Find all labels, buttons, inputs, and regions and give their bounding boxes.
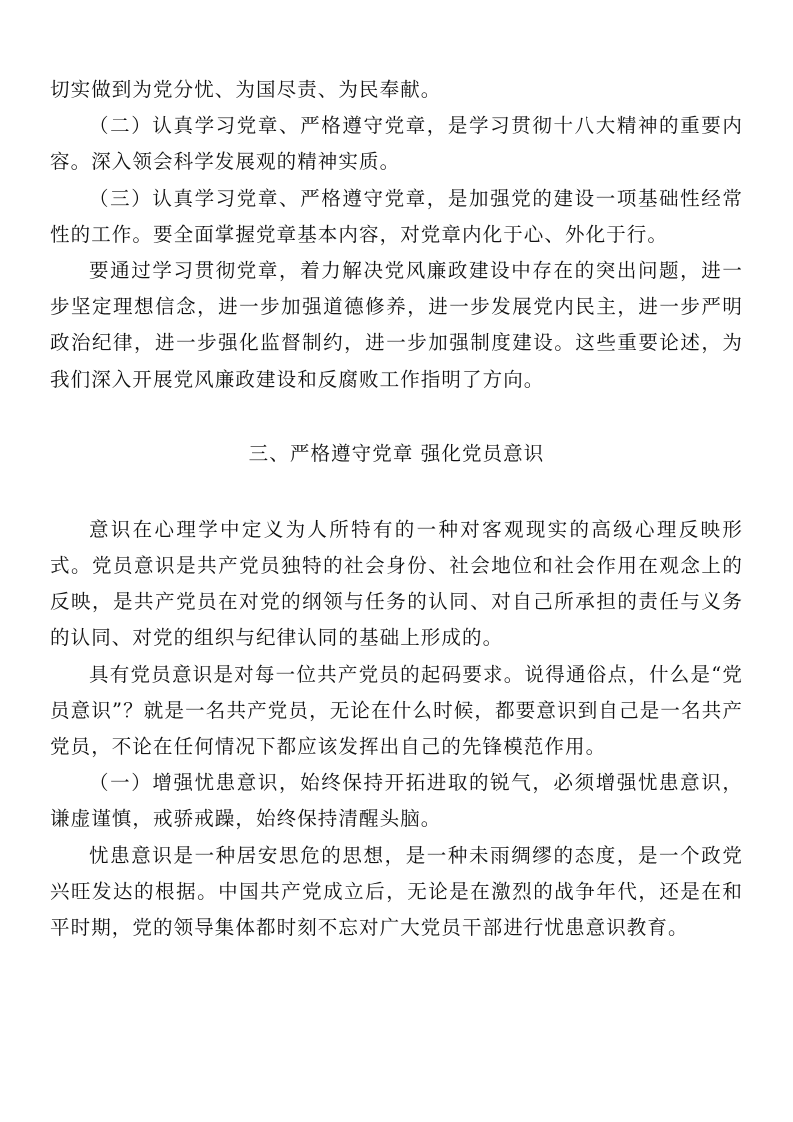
paragraph-continuation: 切实做到为党分忧、为国尽责、为民奉献。: [50, 78, 442, 101]
spacer: [50, 398, 743, 436]
paragraph-study-charter: 要通过学习贯彻党章，着力解决党风廉政建设中存在的突出问题，进一步坚定理想信念，进一步加强道德修养，进一步发展党内民主，进一步严明政治纪律，进一步强化监督制约，进一步加强制度建设。这些重要论述，为我们深入开展党风廉政建设和反腐败工作指明了方向。: [50, 259, 743, 391]
paragraph-point-three: （三）认真学习党章、严格遵守党章，是加强党的建设一项基础性经常性的工作。要全面掌握党章基本内容，对党章内化于心、外化于行。: [50, 186, 743, 246]
paragraph-point-two: （二）认真学习党章、严格遵守党章，是学习贯彻十八大精神的重要内容。深入领会科学发展观的精神实质。: [50, 114, 743, 174]
paragraph-basic-requirement: 具有党员意识是对每一位共产党员的起码要求。说得通俗点，什么是“党员意识”？就是一名共产党员，无论在什么时候，都要意识到自己是一名共产党员，不论在任何情况下都应该发挥出自己的先锋模范作用。: [50, 662, 743, 759]
paragraph-consciousness-definition: 意识在心理学中定义为人所特有的一种对客观现实的高级心理反映形式。党员意识是共产党员独特的社会身份、社会地位和社会作用在观念上的反映，是共产党员在对党的纲领与任务的认同、对自己所承担的责任与义务的认同、对党的组织与纪律认同的基础上形成的。: [50, 517, 743, 650]
paragraph-point-one: （一）增强忧患意识，始终保持开拓进取的锐气，必须增强忧患意识，谦虚谨慎，戒骄戒躁，始终保持清醒头脑。: [50, 771, 743, 831]
section-heading: 三、严格遵守党章 强化党员意识: [248, 441, 545, 465]
document-page: [50, 72, 743, 946]
paragraph-awareness-of-risk: 忧患意识是一种居安思危的思想，是一种未雨绸缪的态度，是一个政党兴旺发达的根据。中国共产党成立后，无论是在激烈的战争年代，还是在和平时期，党的领导集体都时刻不忘对广大党员干部进行忧患意识教育。: [50, 843, 743, 940]
spacer: [50, 472, 743, 512]
